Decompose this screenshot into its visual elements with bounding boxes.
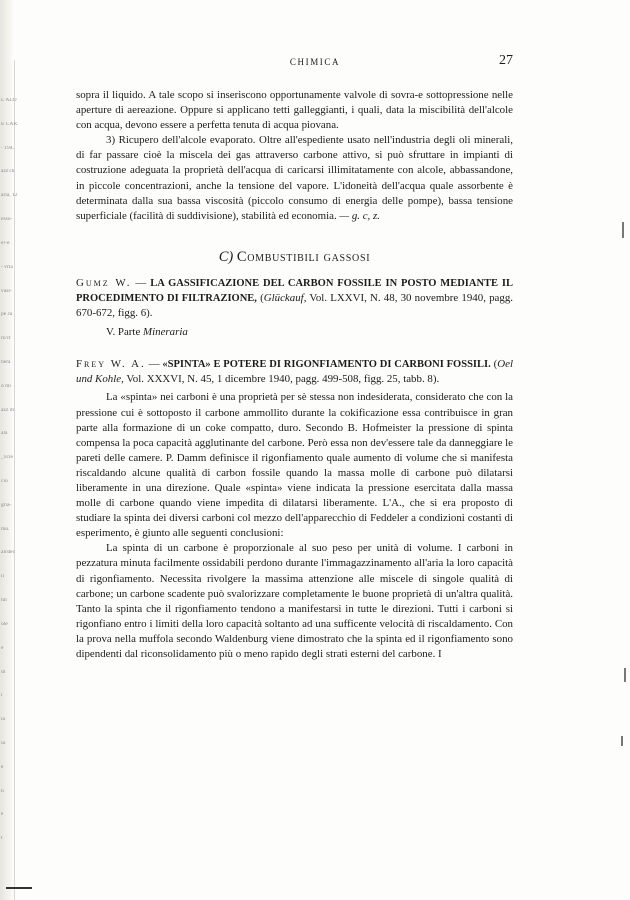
margin-fragment: ru'cr: [1, 336, 11, 341]
entry-citation-details: , Vol. LXXVI, N. 48, 30 novembre 1940, pagg. 670-672, figg. 6).: [76, 291, 514, 320]
scan-margin-mark: [624, 668, 626, 682]
margin-fragment: è: [1, 646, 4, 651]
margin-fragment: ala: [1, 431, 8, 436]
margin-fragment: hil: [1, 598, 7, 603]
margin-fragment: aria, 12: [1, 193, 18, 198]
entry-citation: Frey W. A. — «SPINTA» E POTERE DI RIGONFIAMENTO DI CARBONI FOSSILI. (Oel und Kohle, Vol. XXXVI, N. 45, 1 dicembre 1940, pagg. 499-508, figg. 25, tabb. 8).: [76, 358, 513, 386]
author-initials: — g. c, z.: [339, 209, 380, 222]
margin-fragment: bera: [1, 360, 11, 365]
margin-fragment: il: [1, 574, 5, 579]
section-heading: [76, 249, 513, 266]
paragraph-alcohol-recovery: [76, 133, 513, 224]
margin-fragment: è: [1, 765, 4, 770]
margin-fragment: di: [1, 670, 6, 675]
text-body: [76, 88, 513, 662]
section-title: Combustibili gassosi: [236, 248, 371, 265]
margin-fragment: esso-: [1, 217, 13, 222]
margin-fragment: mu.: [1, 527, 10, 532]
entry-dash: —: [145, 358, 163, 371]
margin-fragment: · 194.: [1, 146, 14, 151]
entry-author: Frey W. A.: [76, 358, 146, 371]
page-number: 27: [499, 53, 513, 68]
cross-reference-target: Mineraria: [143, 326, 188, 339]
entry-author: Gumz W.: [76, 276, 132, 289]
margin-fragment: t: [1, 836, 3, 841]
margin-fragment: e!-e: [1, 241, 10, 246]
abstract-entry-gumz: [76, 276, 513, 340]
entry-journal: Oel und Kohle: [76, 358, 513, 386]
margin-fragment: L'ALO: [1, 98, 17, 103]
scan-margin-mark: [621, 736, 623, 746]
cross-reference: [76, 325, 513, 340]
scan-margin-mark: [622, 222, 624, 238]
margin-fragment: e: [1, 812, 4, 817]
entry-citation: Gumz W. — LA GASSIFICAZIONE DEL CARBON FOSSILE IN POSTO MEDIANTE IL PROCEDIMENTO DI FILTRAZIONE, (Glückauf, Vol. LXXVI, N. 48, 30 novembre 1940, pagg. 670-672, figg. 6).: [76, 276, 514, 320]
entry-journal: Glückauf: [263, 291, 304, 304]
continued-paragraph: sopra il liquido. A tale scopo si inseriscono opportunamente valvole di sovra-e sottopressione nelle aperture di aereazione. Oppure si applicano tetti galleggianti, i quali, data la miscibilità dell'alcole con acqua, devono essere a perfetta tenuta di acqua piovana.: [76, 89, 513, 132]
margin-fragment: cio: [1, 479, 8, 484]
margin-fragment: h: [1, 789, 4, 794]
margin-fragment: ì: [1, 693, 3, 698]
cross-reference-prefix: V. Parte: [106, 326, 141, 339]
scan-margin-mark: [6, 887, 32, 889]
margin-fragment: alcdec: [1, 550, 16, 555]
margin-fragment: vasr-: [1, 289, 12, 294]
abstract-paragraph: La «spinta» nei carboni è una proprietà per sè stessa non indesiderata, considerato che con la pressione cui è sottoposto il carbone ammollito durante la cokificazione essa contribuisce in gran parte alla formazione di un coke compatto, duro. Secondo B. Hofmeister la pressione di spinta compensa la poca capacità agglutinante del carbone. Però essa non dev'essere tale da danneggiare le pareti delle camere. P. Damm definisce il rigonfiamento quale aumento di volume che si manifesta riscaldando alcune qualità di carbon fossile quando la massa molle di carbone può dilatarsi liberamente in una direzione. Quale «spinta» viene indicata la pressione esercitata dalla massa molle di carbone quando viene impedita di dilatarsi liberamente. L'A., che si era proposto di studiare la spinta dei diversi carboni col mezzo dell'apparecchio di Feddeler a condizioni costanti di esperimento, è giunto alle seguenti conclusioni:: [76, 391, 513, 540]
margin-fragment: E CAR.: [1, 122, 19, 127]
entry-citation-details: , Vol. XXXVI, N. 45, 1 dicembre 1940, pagg. 499-508, figg. 25, tabb. 8).: [121, 373, 440, 386]
margin-fragment: ui: [1, 741, 6, 746]
margin-fragment: - vrla: [1, 265, 13, 270]
margin-fragment: gria-: [1, 503, 12, 508]
margin-fragment: ó mi: [1, 384, 11, 389]
entry-title: «SPINTA» E POTERE DI RIGONFIAMENTO DI CARBONI FOSSILI.: [162, 359, 491, 371]
running-title: CHIMICA: [289, 57, 341, 67]
paragraph-text: 3) Ricupero dell'alcole evaporato. Oltre all'espediente usato nell'industria degli oli minerali, di far passare cioè la miscela dei gas attraverso carbone attivo, si può sfruttare in impianti di costruzione adeguata la proprietà dell'acqua di caricarsi illimitatamente con alcole, abbassandone, in piccole concentrazioni, anche la tensione del vapore. L'idoneità dell'acqua quale assorbente è determinata dalla sua bassa viscosità (piccolo consumo di energia delle pompe), bassa tensione superficiale (facilità di suddivisione), stabilità ed economia.: [76, 134, 513, 222]
entry-dash: —: [131, 276, 151, 289]
margin-fragment: _xcie: [1, 455, 13, 460]
margin-fragment: pe Ja: [1, 312, 13, 317]
margin-fragment: azz'ch: [1, 169, 15, 174]
margin-fragment: ia: [1, 717, 5, 722]
abstract-paragraph: La spinta di un carbone è proporzionale al suo peso per unità di volume. I carboni in pezzatura minuta facilmente ossidabili perdono durante l'immagazzinamento all'aria la loro capacità di rigonfiamento. Necessita rivolgere la massima attenzione alle miscele di singole qualità di carbone; un carbone scadente può svalorizzare completamente le buone proprietà di un'altra qualità. Tanto la spinta che il rigonfiamento tendono a manifestarsi in tutte le direzioni. Tutti i carboni si rigonfiano entro i limiti della loro capacità soltanto ad una sufficente velocità di riscaldamento. Con la prova nella muffola secondo Waldenburg viene dimostrato che la spinta ed il rigonfiamento sono dipendenti dal riconsolidamento più o meno rapido degli strati esterni del carbone. I: [76, 542, 513, 660]
margin-fragment: ole: [1, 622, 8, 627]
section-letter: C): [218, 248, 234, 265]
margin-fragment: azz di: [1, 408, 14, 413]
entry-title: LA GASSIFICAZIONE DEL CARBON FOSSILE IN POSTO MEDIANTE IL PROCEDIMENTO DI FILTRAZIONE,: [76, 277, 514, 304]
abstract-entry-frey: [76, 357, 513, 662]
